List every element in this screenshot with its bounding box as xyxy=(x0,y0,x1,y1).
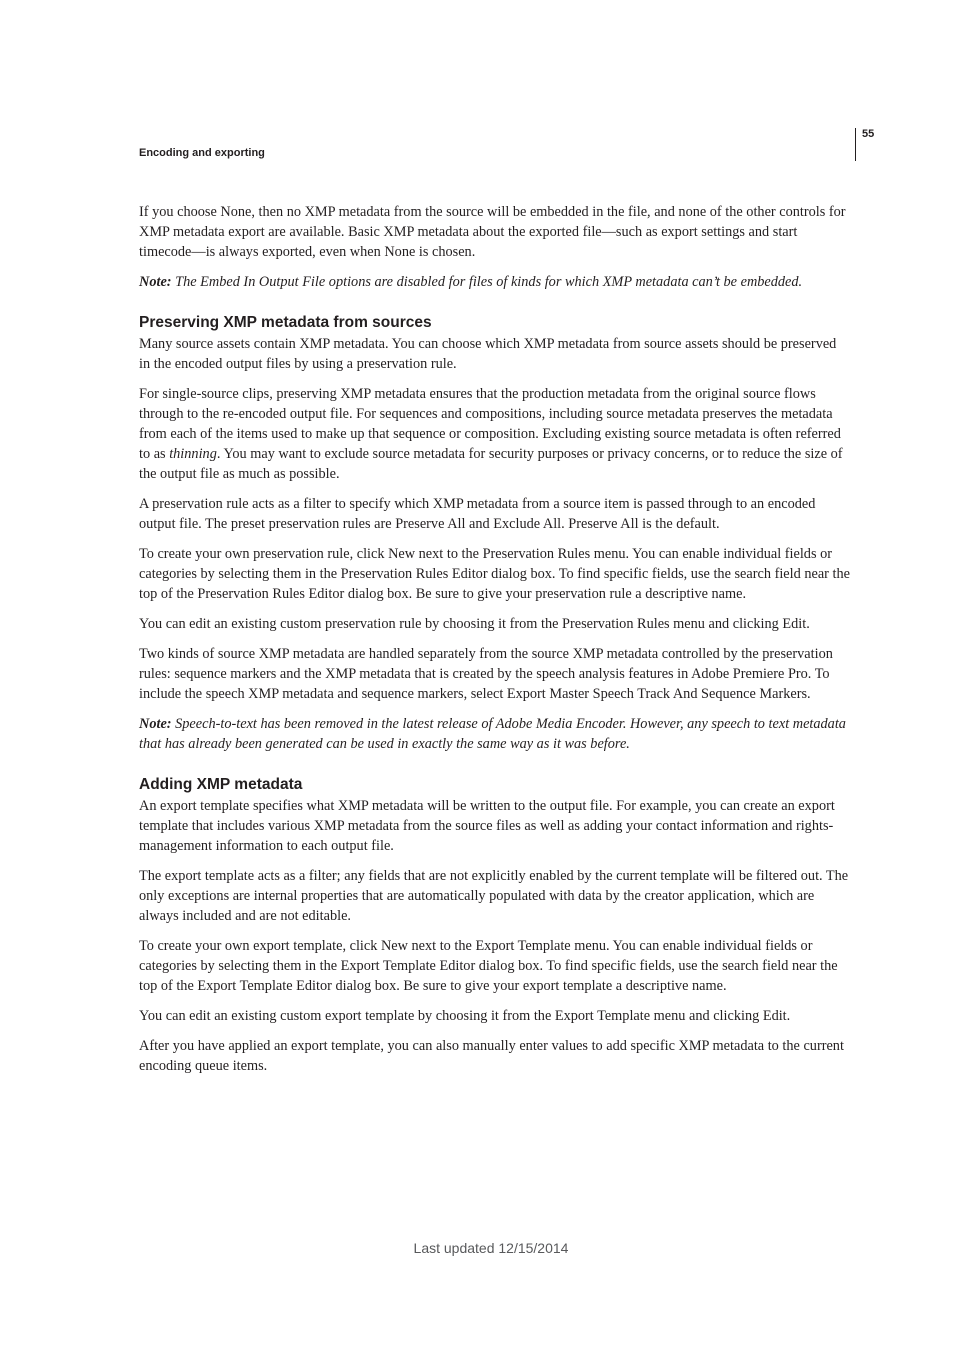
header-rule xyxy=(855,128,856,161)
page-number: 55 xyxy=(862,128,875,140)
running-head: Encoding and exporting xyxy=(139,147,265,159)
paragraph: To create your own preservation rule, click New next to the Preservation Rules menu. You can enable individual fields or categories by selecting them in the Preservation Rules Editor dialog box. To find specific fields, use the search field near the top of the Preservation Rules Editor dialog box. Be sure to give your preservation rule a descriptive name. xyxy=(139,546,850,602)
paragraph: For single-source clips, preserving XMP metadata ensures that the production metadata from the original source flows through to the re-encoded output file. For sequences and compositions, including source metadata preserves the metadata from each of the items used to make up that sequence or composition. Excluding existing source metadata is often referred to as thinning. You may want to exclude source metadata for security purposes or privacy concerns, or to reduce the size of the output file as much as possible. xyxy=(139,386,843,482)
note-text: The Embed In Output File options are disabled for files of kinds for which XMP metadata can’t be embedded. xyxy=(171,274,803,290)
section-heading-adding: Adding XMP metadata xyxy=(139,776,303,793)
intro-note xyxy=(139,272,851,292)
paragraph: To create your own export template, click New next to the Export Template menu. You can enable individual fields or categories by selecting them in the Export Template Editor dialog box. To find specific fields, use the search field near the top of the Export Template Editor dialog box. Be sure to give your export template a descriptive name. xyxy=(139,938,838,994)
emphasis-term: thinning xyxy=(169,446,217,462)
note-label: Note: xyxy=(139,716,172,732)
footer-last-updated: Last updated 12/15/2014 xyxy=(413,1240,569,1256)
document-body xyxy=(139,202,851,1086)
note-label: Note: xyxy=(139,274,172,290)
paragraph: Two kinds of source XMP metadata are handled separately from the source XMP metadata controlled by the preservation rules: sequence markers and the XMP metadata that is created by the speech analysis features in Adobe Premiere Pro. To include the speech XMP metadata and sequence markers, select Export Master Speech Track And Sequence Markers. xyxy=(139,646,833,702)
note-text: Speech-to-text has been removed in the latest release of Adobe Media Encoder. However, any speech to text metadata that has already been generated can be used in exactly the same way as it was before. xyxy=(139,716,846,752)
section-heading-preserving: Preserving XMP metadata from sources xyxy=(139,314,432,331)
paragraph: A preservation rule acts as a filter to specify which XMP metadata from a source item is passed through to an encoded output file. The preset preservation rules are Preserve All and Exclude All. Preserve All is the default. xyxy=(139,496,816,532)
paragraph: You can edit an existing custom export template by choosing it from the Export Template menu and clicking Edit. xyxy=(139,1008,791,1024)
paragraph: Many source assets contain XMP metadata. You can choose which XMP metadata from source assets should be preserved in the encoded output files by using a preservation rule. xyxy=(139,336,837,372)
paragraph: You can edit an existing custom preservation rule by choosing it from the Preservation Rules menu and clicking Edit. xyxy=(139,616,810,632)
intro-paragraph: If you choose None, then no XMP metadata from the source will be embedded in the file, and none of the other controls for XMP metadata export are available. Basic XMP metadata about the exported file—such as export settings and start timecode—is always exported, even when None is chosen. xyxy=(139,204,846,260)
paragraph: An export template specifies what XMP metadata will be written to the output file. For example, you can create an export template that includes various XMP metadata from the source files as well as adding your contact information and rights-management information to each output file. xyxy=(139,798,835,854)
speech-note xyxy=(139,714,851,754)
paragraph: After you have applied an export template, you can also manually enter values to add specific XMP metadata to the current encoding queue items. xyxy=(139,1038,844,1074)
paragraph: The export template acts as a filter; any fields that are not explicitly enabled by the current template will be filtered out. The only exceptions are internal properties that are automatically populated with data by the creator application, which are always included and are not editable. xyxy=(139,868,849,924)
